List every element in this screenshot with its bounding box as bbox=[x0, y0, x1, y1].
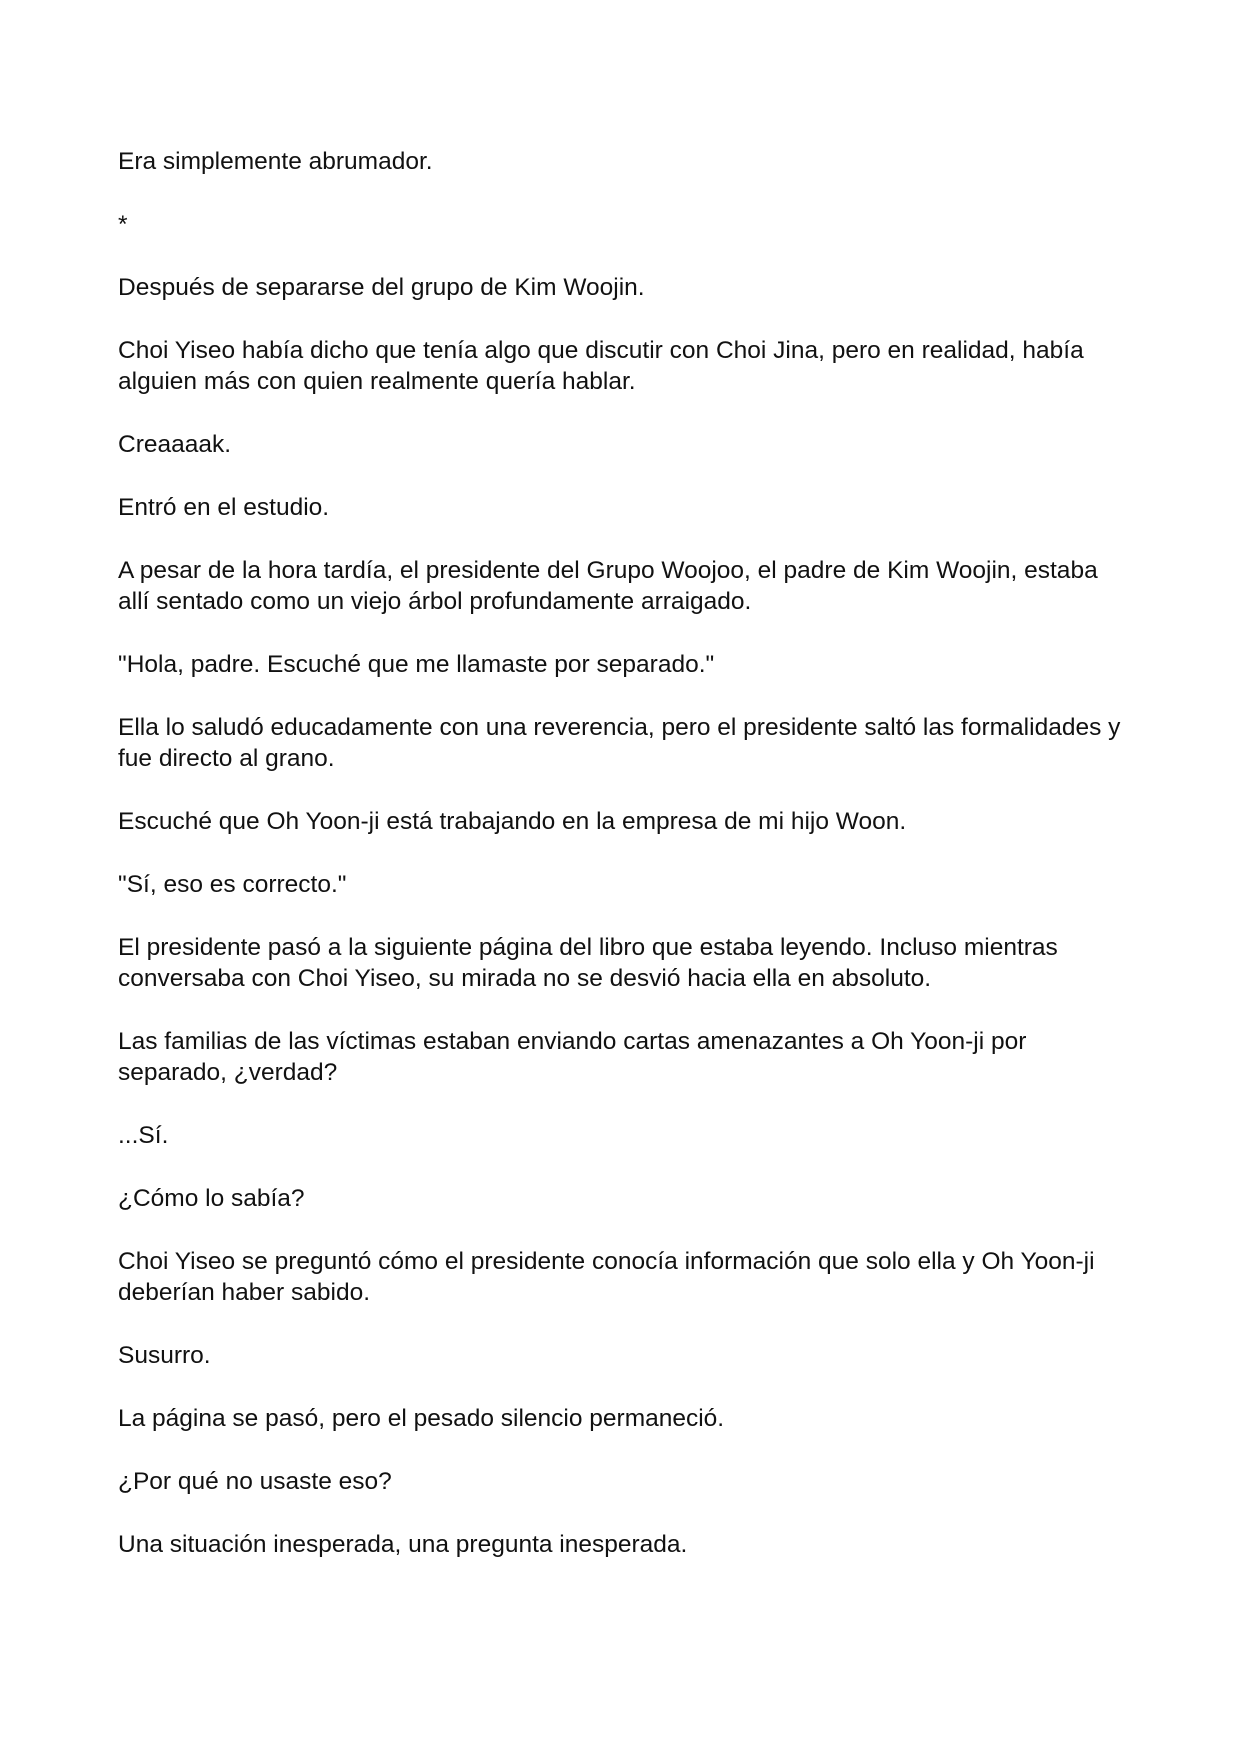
paragraph-14: ...Sí. bbox=[118, 1122, 169, 1149]
paragraph-9: Ella lo saludó educadamente con una reverencia, pero el presidente saltó las formalidades y fue directo al grano. bbox=[118, 714, 1121, 772]
paragraph-18: La página se pasó, pero el pesado silencio permaneció. bbox=[118, 1405, 725, 1432]
paragraph-15: ¿Cómo lo sabía? bbox=[118, 1185, 305, 1212]
paragraph-5: Creaaaak. bbox=[118, 431, 232, 458]
paragraph-6: Entró en el estudio. bbox=[118, 494, 330, 521]
scene-break: * bbox=[118, 211, 128, 238]
paragraph-12: El presidente pasó a la siguiente página del libro que estaba leyendo. Incluso mientras conversaba con Choi Yiseo, su mirada no se desvió hacia ella en absoluto. bbox=[118, 934, 1058, 992]
paragraph-4: Choi Yiseo había dicho que tenía algo que discutir con Choi Jina, pero en realidad, había alguien más con quien realmente quería hablar. bbox=[118, 337, 1084, 395]
paragraph-10: Escuché que Oh Yoon-ji está trabajando en la empresa de mi hijo Woon. bbox=[118, 808, 907, 835]
paragraph-13: Las familias de las víctimas estaban enviando cartas amenazantes a Oh Yoon-ji por separado, ¿verdad? bbox=[118, 1028, 1027, 1086]
paragraph-17: Susurro. bbox=[118, 1342, 211, 1369]
document-body bbox=[118, 146, 1128, 1592]
paragraph-1: Era simplemente abrumador. bbox=[118, 148, 433, 175]
paragraph-20: Una situación inesperada, una pregunta inesperada. bbox=[118, 1531, 688, 1558]
paragraph-16: Choi Yiseo se preguntó cómo el presidente conocía información que solo ella y Oh Yoon-ji deberían haber sabido. bbox=[118, 1248, 1095, 1306]
paragraph-11: "Sí, eso es correcto." bbox=[118, 871, 347, 898]
paragraph-19: ¿Por qué no usaste eso? bbox=[118, 1468, 392, 1495]
paragraph-3: Después de separarse del grupo de Kim Woojin. bbox=[118, 274, 645, 301]
paragraph-8: "Hola, padre. Escuché que me llamaste por separado." bbox=[118, 651, 715, 678]
paragraph-7: A pesar de la hora tardía, el presidente del Grupo Woojoo, el padre de Kim Woojin, estaba allí sentado como un viejo árbol profundamente arraigado. bbox=[118, 557, 1098, 615]
